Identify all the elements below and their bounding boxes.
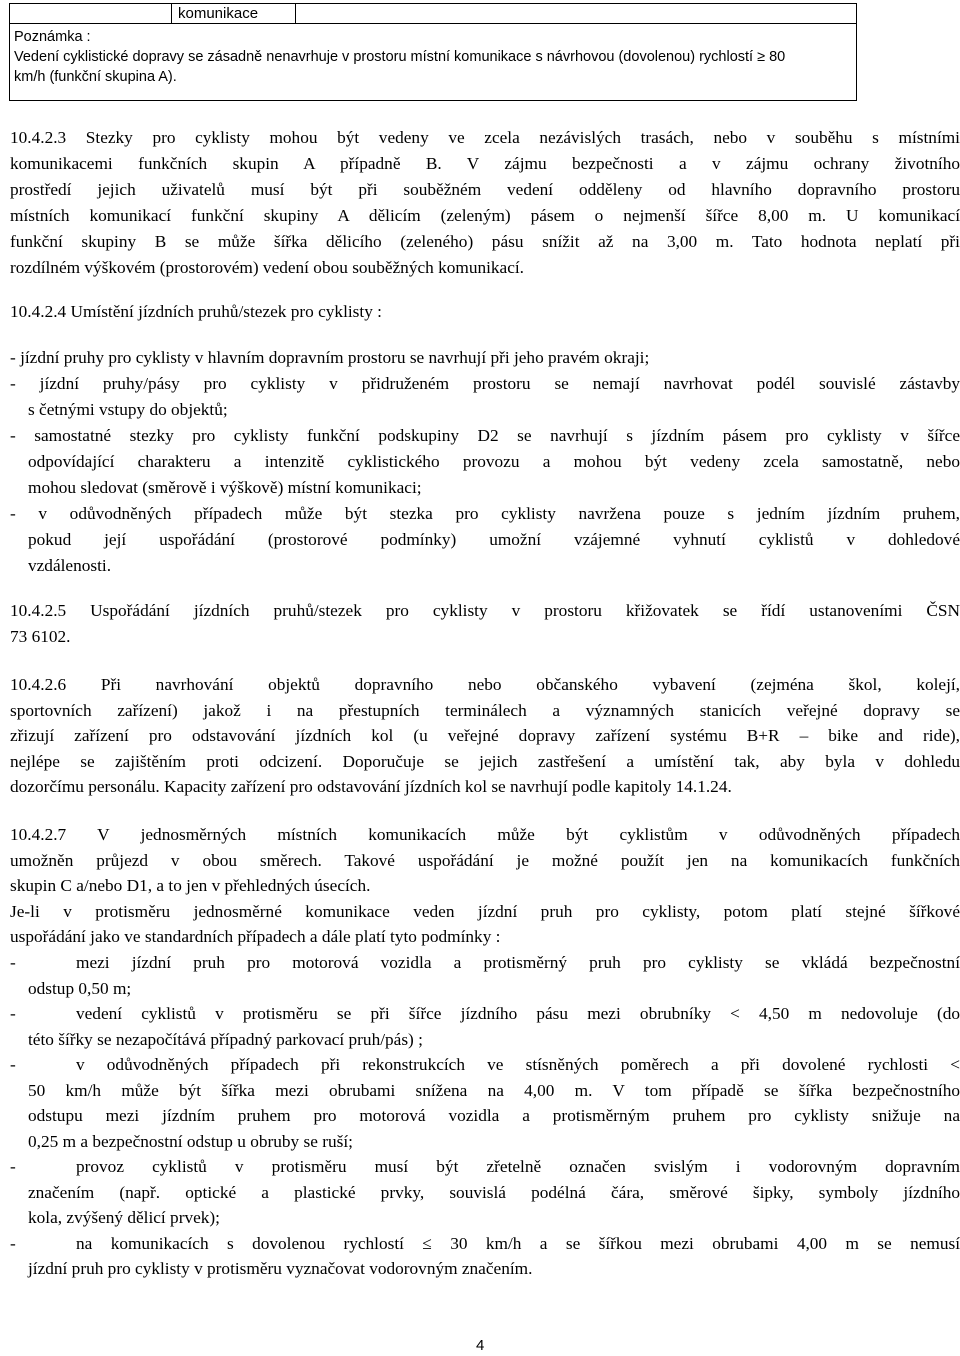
text-line: nejlépe se zajištěním proti odcizení. Doporučuje se jejich zastřešení a umístění tak, aby byla v dohledu	[10, 751, 960, 771]
section-title: 10.4.2.4 Umístění jízdních pruhů/stezek pro cyklisty :	[10, 302, 382, 321]
condition-text: na komunikacích s dovolenou rychlostí ≤ 30 km/h a se šířkou mezi obrubami 4,00 m se nemusí	[76, 1233, 960, 1253]
text-line: uspořádání jako ve standardních případech a dále platí tyto podmínky :	[10, 927, 501, 946]
condition-cont: značením (např. optické a plastické prvky, souvislá podélná čára, směrové šipky, symboly jízdního	[28, 1182, 960, 1202]
table-header-row	[9, 3, 857, 23]
note-line: Vedení cyklistické dopravy se zásadně nenavrhuje v prostoru místní komunikace s návrhovou (dovolenou) rychlostí ≥ 80	[14, 49, 786, 65]
condition-text: mezi jízdní pruh pro motorová vozidla a protisměrný pruh pro cyklisty se vkládá bezpečnostní	[76, 953, 960, 972]
condition-cont: jízdní pruh pro cyklisty v protisměru vyznačovat vodorovným značením.	[28, 1259, 533, 1278]
condition-cont: odstupu mezi jízdním pruhem pro motorová vozidla a protisměrným pruhem pro cyklisty snižuje na	[28, 1106, 960, 1125]
condition-text: provoz cyklistů v protisměru musí být zřetelně označen svislým i vodorovným dopravním	[76, 1157, 960, 1176]
section-10-4-2-4-title	[10, 299, 960, 325]
list-item-cont: odpovídající charakteru a intenzitě cyklistického provozu a mohou být vedeny zcela samostatně, nebo	[28, 452, 960, 471]
list-item-cont: pokud její uspořádání (prostorové podmínky) umožní vzájemné vyhnutí cyklistů v dohledové	[28, 530, 960, 549]
note-line: km/h (funkční skupina A).	[14, 69, 177, 85]
text-line: 10.4.2.5 Uspořádání jízdních pruhů/stezek pro cyklisty v prostoru křižovatek se řídí ustanoveními ČSN	[10, 601, 960, 620]
text-line: komunikacemi funkčních skupin A případně B. V zájmu bezpečnosti a v zájmu ochrany životního	[10, 154, 960, 173]
table-cell-empty	[10, 4, 172, 24]
condition-item	[10, 1052, 960, 1078]
note-title: Poznámka :	[14, 29, 91, 45]
condition-cont: odstup 0,50 m;	[28, 978, 132, 998]
section-10-4-2-7	[10, 822, 960, 950]
condition-item	[10, 950, 960, 976]
text-line: místních komunikací funkční skupiny A dělicím (zeleným) pásem o nejmenší šířce 8,00 m. U komunikací	[10, 206, 960, 225]
text-line: dozorčímu personálu. Kapacity zařízení pro odstavování jízdních kol se navrhují podle kapitoly 14.1.24.	[10, 777, 732, 796]
list-item: - jízdní pruhy/pásy pro cyklisty v přidruženém prostoru se nemají navrhovat podél souvislé zástavby	[10, 374, 960, 393]
text-line: zřizují zařízení pro odstavování jízdních kol (u veřejné dopravy zařízení systému B+R – bike and ride),	[10, 726, 960, 745]
section-10-4-2-5	[10, 598, 960, 650]
table-cell-komunikace: komunikace	[172, 4, 296, 24]
text-line: Je-li v protisměru jednosměrné komunikace veden jízdní pruh pro cyklisty, potom platí stejné šířkové	[10, 901, 960, 921]
note-box	[9, 23, 857, 101]
section-10-4-2-3	[10, 125, 960, 281]
dash-marker: -	[10, 1055, 16, 1074]
text-line: 10.4.2.3 Stezky pro cyklisty mohou být vedeny ve zcela nezávislých trasách, nebo v souběhu s místními	[10, 128, 960, 147]
text-line: 10.4.2.6 Při navrhování objektů dopravního nebo občanského vybavení (zejména škol, kolejí,	[10, 675, 960, 694]
condition-item	[10, 1001, 960, 1027]
text-line: prostředí jejich uživatelů musí být při souběžném vedení odděleny od hlavního dopravního prostoru	[10, 180, 960, 199]
list-item-cont: mohou sledovat (směrově i výškově) místní komunikaci;	[28, 478, 422, 497]
dash-marker: -	[10, 1233, 16, 1253]
list-item: - samostatné stezky pro cyklisty funkční podskupiny D2 se navrhují s jízdním pásem pro cyklisty v šířce	[10, 426, 960, 445]
condition-cont: kola, zvýšený dělicí prvek);	[28, 1208, 220, 1227]
list-item-cont: vzdálenosti.	[28, 556, 112, 575]
text-line: funkční skupiny B se může šířka dělicího (zeleného) pásu snížit až na 3,00 m. Tato hodnota neplatí při	[10, 232, 960, 251]
dash-marker: -	[10, 1157, 16, 1176]
condition-cont: 0,25 m a bezpečnostní odstup u obruby se ruší;	[28, 1131, 353, 1151]
text-line: rozdílném výškovém (prostorovém) vedení obou souběžných komunikací.	[10, 258, 524, 277]
text-line: 10.4.2.7 V jednosměrných místních komunikacích může být cyklistům v odůvodněných případech	[10, 825, 960, 844]
section-10-4-2-4-list	[10, 345, 960, 579]
condition-text: v odůvodněných případech při rekonstrukcích ve stísněných poměrech a při dovolené rychlosti <	[76, 1055, 960, 1074]
section-10-4-2-6	[10, 672, 960, 800]
condition-cont: této šířky se nezapočítává případný parkovací pruh/pás) ;	[28, 1029, 423, 1049]
list-item: - v odůvodněných případech může být stezka pro cyklisty navržena pouze s jedním jízdním pruhem,	[10, 504, 960, 523]
condition-item	[10, 1231, 960, 1257]
dash-marker: -	[10, 953, 16, 972]
text-line: umožněn průjezd v obou směrech. Takové uspořádání je možné použít jen na komunikacích funkčních	[10, 850, 960, 870]
text-line: 73 6102.	[10, 627, 71, 646]
dash-marker: -	[10, 1004, 16, 1023]
condition-item	[10, 1154, 960, 1180]
conditions-list	[10, 950, 960, 1282]
text-line: skupin C a/nebo D1, a to jen v přehledných úsecích.	[10, 876, 371, 895]
page-number: 4	[476, 1337, 485, 1354]
list-item-cont: s četnými vstupy do objektů;	[28, 400, 228, 419]
condition-cont: 50 km/h může být šířka mezi obrubami snížena na 4,00 m. V tom případě se šířka bezpečnostního	[28, 1080, 960, 1100]
condition-text: vedení cyklistů v protisměru se při šířce jízdního pásu mezi obrubníky < 4,50 m nedovoluje (do	[76, 1004, 960, 1023]
list-item: - jízdní pruhy pro cyklisty v hlavním dopravním prostoru se navrhují při jeho pravém okraji;	[10, 348, 650, 367]
text-line: sportovních zařízení) jakož i na přestupních terminálech a významných stanicích veřejné dopravy se	[10, 700, 960, 720]
